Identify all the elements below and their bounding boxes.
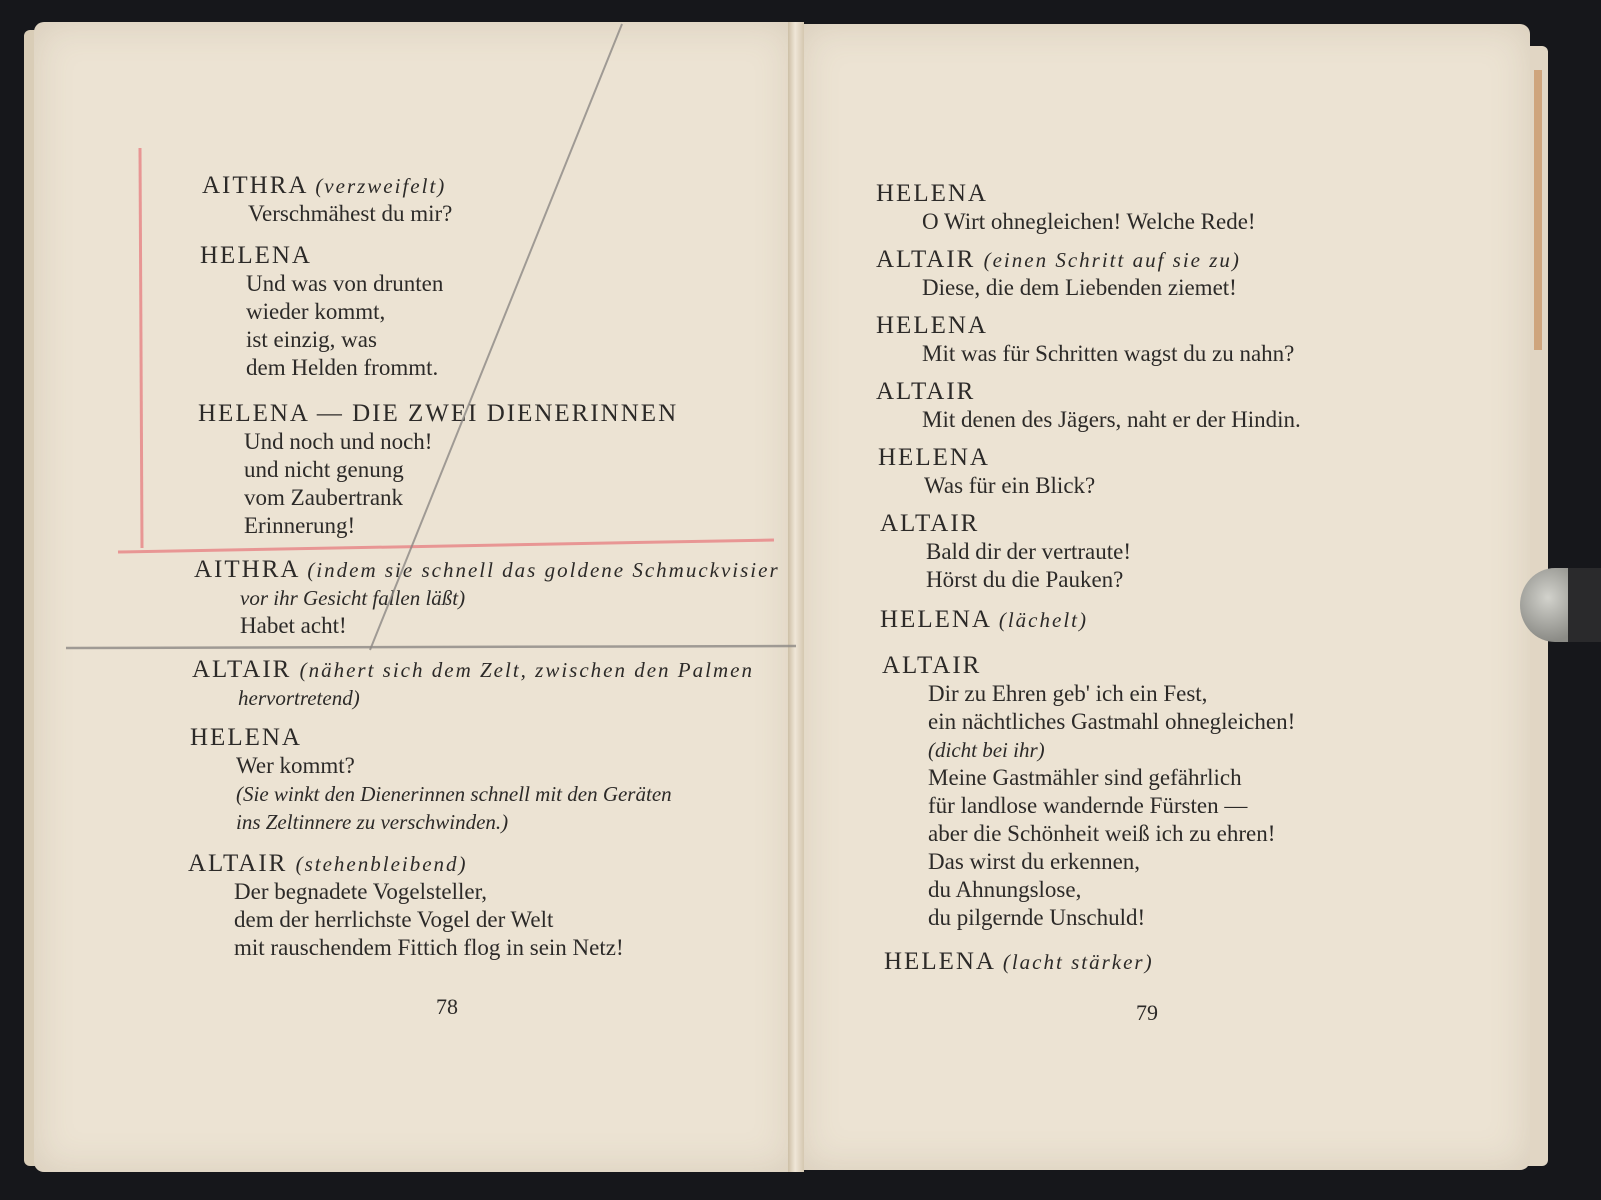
speech-line: Habet acht! [240,613,347,638]
speaker: HELENA (lächelt) [880,606,1088,633]
speech-line: ist einzig, was [246,327,377,352]
stage-direction: (lacht stärker) [1002,950,1154,974]
speech-line: Und noch und noch! [244,429,433,454]
speech-line: aber die Schönheit weiß ich zu ehren! [928,821,1276,846]
graphite-diagonal-line [370,24,622,650]
speech-line: Dir zu Ehren geb' ich ein Fest, [928,681,1208,706]
stage-direction: ins Zeltinnere zu verschwinden.) [236,810,509,834]
speech-line: Das wirst du erkennen, [928,849,1141,874]
stage-direction: (nähert sich dem Zelt, zwischen den Palmen [299,658,754,682]
speaker: ALTAIR [880,510,980,537]
speech-line: und nicht genung [244,457,404,482]
speaker: HELENA (lacht stärker) [884,948,1154,975]
stage-direction: (stehenbleibend) [295,852,468,876]
speech-line: Verschmähest du mir? [248,201,453,226]
speaker: ALTAIR (stehenbleibend) [188,850,468,877]
speaker: ALTAIR [882,652,982,679]
speaker: AITHRA (verzweifelt) [202,172,447,199]
speaker: ALTAIR [876,378,976,405]
speech-line: für landlose wandernde Fürsten — [928,793,1248,818]
speech-line: Erinnerung! [244,513,356,538]
speech-line: Meine Gastmähler sind gefährlich [928,765,1242,790]
speech-line: Diese, die dem Liebenden ziemet! [922,275,1237,300]
speaker: ALTAIR (nähert sich dem Zelt, zwischen den Palmen [192,656,754,683]
speech-line: ein nächtliches Gastmahl ohnegleichen! [928,709,1296,734]
speech-line: wieder kommt, [246,299,386,324]
speech-line: Und was von drunten [246,271,444,296]
speech-line: O Wirt ohnegleichen! Welche Rede! [922,209,1256,234]
stage-direction: (verzweifelt) [315,174,447,198]
stage-direction-cont: hervortretend) [238,686,360,710]
speaker: ALTAIR (einen Schritt auf sie zu) [876,246,1241,273]
red-pencil-vertical [140,148,142,548]
speech-line: Mit was für Schritten wagst du zu nahn? [922,341,1295,366]
speech-line: Wer kommt? [236,753,355,778]
speaker: HELENA [878,444,990,471]
stage-direction: (lächelt) [998,608,1088,632]
speaker: HELENA [200,242,312,269]
speech-line: Der begnadete Vogelsteller, [234,879,488,904]
speech-line: dem der herrlichste Vogel der Welt [234,907,554,932]
page-number-right: 79 [1136,1000,1158,1025]
speaker: HELENA [876,312,988,339]
stage-direction: (dicht bei ihr) [928,738,1045,762]
stage-direction: (einen Schritt auf sie zu) [983,248,1241,272]
speech-line: Hörst du die Pauken? [926,567,1124,592]
speech-line: Bald dir der vertraute! [926,539,1131,564]
speaker: HELENA [876,180,988,207]
speaker: AITHRA (indem sie schnell das goldene Schmuckvisier [194,556,780,583]
red-pencil-horizontal [118,540,774,552]
stage-direction-cont: vor ihr Gesicht fallen läßt) [240,586,466,610]
speech-line: vom Zaubertrank [244,485,404,510]
speaker: HELENA [190,724,302,751]
speech-line: Mit denen des Jägers, naht er der Hindin. [922,407,1301,432]
speech-line: du Ahnungslose, [928,877,1082,902]
speaker: HELENA — DIE ZWEI DIENERINNEN [198,400,679,427]
speech-line: dem Helden frommt. [246,355,439,380]
graphite-horizontal-line [66,646,796,648]
speech-line: du pilgernde Unschuld! [928,905,1146,930]
stage-direction: (Sie winkt den Dienerinnen schnell mit den Geräten [236,782,672,806]
speech-line: mit rauschendem Fittich flog in sein Netz! [234,935,624,960]
page-number-left: 78 [436,994,458,1019]
speech-line: Was für ein Blick? [924,473,1096,498]
stage-direction: (indem sie schnell das goldene Schmuckvisier [307,558,780,582]
